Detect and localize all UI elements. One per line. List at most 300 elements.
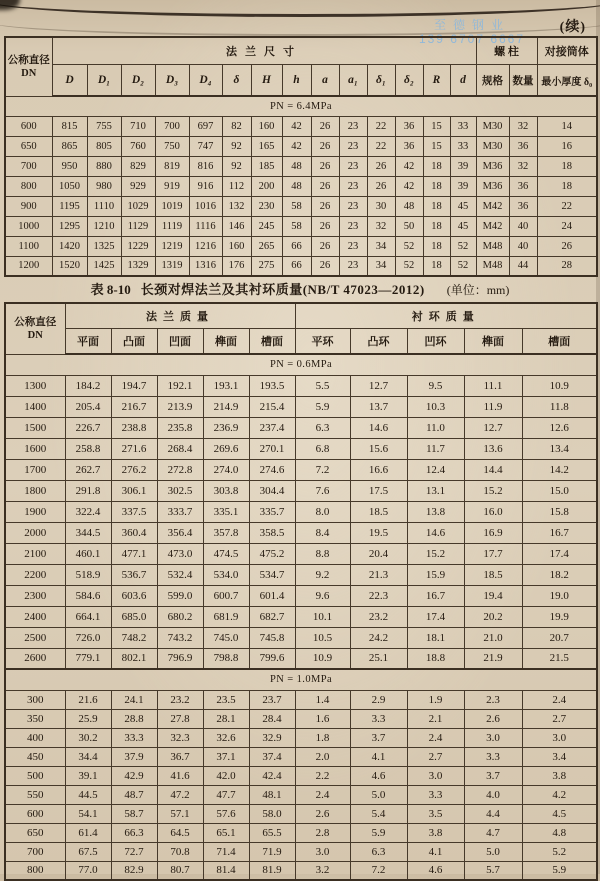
- table-row: [5, 417, 597, 438]
- value-cell: 226.7: [65, 417, 111, 438]
- dn-cell: 400: [5, 728, 65, 747]
- col-groove-face: 槽面: [249, 329, 295, 355]
- col-min-thickness: 最小厚度 δ₀: [537, 65, 597, 97]
- value-cell: 33: [450, 116, 476, 136]
- value-cell: 238.8: [111, 417, 157, 438]
- value-cell: 26: [311, 256, 339, 276]
- value-cell: 14.2: [522, 459, 597, 480]
- value-cell: 2.4: [522, 690, 597, 709]
- value-cell: 6.3: [295, 417, 350, 438]
- value-cell: 34: [367, 236, 395, 256]
- value-cell: 37.1: [203, 747, 249, 766]
- value-cell: 23: [339, 116, 367, 136]
- value-cell: 17.5: [350, 480, 407, 501]
- value-cell: 71.4: [203, 842, 249, 861]
- value-cell: 42.0: [203, 766, 249, 785]
- dn-label-cn: 公称直径: [7, 54, 50, 66]
- value-cell: 64.5: [157, 823, 203, 842]
- liner-mass-group-header: 衬环质量: [295, 303, 597, 329]
- value-cell: 5.9: [522, 861, 597, 880]
- value-cell: 15: [423, 116, 450, 136]
- flange-table-body: [5, 96, 597, 276]
- value-cell: 30.2: [65, 728, 111, 747]
- value-cell: 10.1: [295, 606, 350, 627]
- table-row: [5, 156, 597, 176]
- value-cell: 15.2: [407, 543, 464, 564]
- value-cell: 192.1: [157, 375, 203, 396]
- value-cell: 3.0: [522, 728, 597, 747]
- value-cell: 66: [282, 256, 311, 276]
- value-cell: 16.6: [350, 459, 407, 480]
- value-cell: 23.5: [203, 690, 249, 709]
- table-row: [5, 236, 597, 256]
- value-cell: 15.2: [464, 480, 522, 501]
- value-cell: 26: [311, 136, 339, 156]
- value-cell: 11.9: [464, 396, 522, 417]
- value-cell: 58: [282, 196, 311, 216]
- value-cell: 3.8: [407, 823, 464, 842]
- value-cell: M48: [476, 236, 509, 256]
- pn-section-label: PN = 0.6MPa: [5, 354, 597, 375]
- value-cell: 799.6: [249, 648, 295, 669]
- value-cell: 184.2: [65, 375, 111, 396]
- col-D2: D₂: [121, 65, 155, 97]
- col-female-face: 凹面: [157, 329, 203, 355]
- value-cell: 18: [423, 236, 450, 256]
- col-R: R: [423, 65, 450, 97]
- value-cell: 745.0: [203, 627, 249, 648]
- value-cell: 5.5: [295, 375, 350, 396]
- value-cell: 1.9: [407, 690, 464, 709]
- value-cell: 726.0: [65, 627, 111, 648]
- value-cell: 32.3: [157, 728, 203, 747]
- dn-cell: 700: [5, 156, 52, 176]
- value-cell: 10.9: [295, 648, 350, 669]
- value-cell: M42: [476, 196, 509, 216]
- scan-corner-smudge: [0, 0, 20, 10]
- value-cell: M30: [476, 136, 509, 156]
- value-cell: 39: [450, 156, 476, 176]
- value-cell: 750: [155, 136, 189, 156]
- value-cell: 3.4: [522, 747, 597, 766]
- value-cell: 36: [395, 116, 423, 136]
- value-cell: 7.6: [295, 480, 350, 501]
- value-cell: 23: [339, 236, 367, 256]
- value-cell: 268.4: [157, 438, 203, 459]
- value-cell: 19.0: [522, 585, 597, 606]
- value-cell: 146: [222, 216, 251, 236]
- table-row: [5, 396, 597, 417]
- value-cell: 18: [423, 156, 450, 176]
- value-cell: 205.4: [65, 396, 111, 417]
- value-cell: 41.6: [157, 766, 203, 785]
- table-row: [5, 585, 597, 606]
- value-cell: 1195: [52, 196, 87, 216]
- value-cell: 16.9: [464, 522, 522, 543]
- value-cell: 798.8: [203, 648, 249, 669]
- value-cell: 1019: [155, 196, 189, 216]
- value-cell: 18: [423, 176, 450, 196]
- col-D4: D₄: [189, 65, 222, 97]
- value-cell: 18: [423, 216, 450, 236]
- value-cell: 1319: [155, 256, 189, 276]
- value-cell: 473.0: [157, 543, 203, 564]
- value-cell: 44: [509, 256, 537, 276]
- value-cell: 2.8: [295, 823, 350, 842]
- value-cell: 302.5: [157, 480, 203, 501]
- dn-cell: 450: [5, 747, 65, 766]
- value-cell: 1210: [87, 216, 121, 236]
- table-row: [5, 116, 597, 136]
- value-cell: 48.1: [249, 785, 295, 804]
- value-cell: 25.1: [350, 648, 407, 669]
- value-cell: 950: [52, 156, 87, 176]
- value-cell: 5.2: [522, 842, 597, 861]
- value-cell: 23.2: [350, 606, 407, 627]
- value-cell: 18.2: [522, 564, 597, 585]
- value-cell: 21.5: [522, 648, 597, 669]
- table2-name: 长颈对焊法兰及其衬环质量(NB/T 47023—2012): [140, 282, 425, 297]
- value-cell: 919: [155, 176, 189, 196]
- value-cell: 34.4: [65, 747, 111, 766]
- value-cell: 37.4: [249, 747, 295, 766]
- table2-unit: (单位：mm): [446, 283, 510, 297]
- col-female-ring: 凹环: [407, 329, 464, 355]
- value-cell: 20.4: [350, 543, 407, 564]
- dn-cell: 2200: [5, 564, 65, 585]
- value-cell: 22.3: [350, 585, 407, 606]
- value-cell: 6.3: [350, 842, 407, 861]
- value-cell: 57.6: [203, 804, 249, 823]
- value-cell: 65.1: [203, 823, 249, 842]
- value-cell: 42: [282, 116, 311, 136]
- value-cell: 274.0: [203, 459, 249, 480]
- value-cell: 357.8: [203, 522, 249, 543]
- value-cell: 4.0: [464, 785, 522, 804]
- value-cell: 18.5: [464, 564, 522, 585]
- value-cell: 4.8: [522, 823, 597, 842]
- table-row: [5, 785, 597, 804]
- col-delta2: δ₂: [395, 65, 423, 97]
- value-cell: 52: [450, 236, 476, 256]
- value-cell: 14.6: [407, 522, 464, 543]
- value-cell: 3.0: [295, 842, 350, 861]
- table-row: [5, 606, 597, 627]
- value-cell: 15.0: [522, 480, 597, 501]
- value-cell: 92: [222, 136, 251, 156]
- value-cell: 1110: [87, 196, 121, 216]
- value-cell: 664.1: [65, 606, 111, 627]
- value-cell: 215.4: [249, 396, 295, 417]
- value-cell: 5.0: [350, 785, 407, 804]
- value-cell: 16.7: [407, 585, 464, 606]
- value-cell: 3.7: [350, 728, 407, 747]
- value-cell: 534.7: [249, 564, 295, 585]
- value-cell: 20.7: [522, 627, 597, 648]
- value-cell: 14.6: [350, 417, 407, 438]
- table-row: [5, 375, 597, 396]
- value-cell: 2.1: [407, 709, 464, 728]
- value-cell: 14: [537, 116, 597, 136]
- value-cell: 36: [509, 176, 537, 196]
- table-row: [5, 861, 597, 880]
- value-cell: 176: [222, 256, 251, 276]
- value-cell: 271.6: [111, 438, 157, 459]
- value-cell: 36: [509, 136, 537, 156]
- stud-group-header: 螺 柱: [476, 37, 537, 65]
- watermark-company: 至德钢业: [433, 18, 510, 32]
- value-cell: 805: [87, 136, 121, 156]
- value-cell: 685.0: [111, 606, 157, 627]
- value-cell: 58.7: [111, 804, 157, 823]
- flange-dimensions-table: [4, 36, 598, 277]
- dn-cell: 2100: [5, 543, 65, 564]
- value-cell: 5.9: [350, 823, 407, 842]
- dn-cell: 550: [5, 785, 65, 804]
- value-cell: 1316: [189, 256, 222, 276]
- value-cell: 796.9: [157, 648, 203, 669]
- value-cell: 48: [282, 156, 311, 176]
- value-cell: 16.7: [522, 522, 597, 543]
- value-cell: 4.5: [522, 804, 597, 823]
- col-raised-ring: 凸环: [350, 329, 407, 355]
- value-cell: 15: [423, 136, 450, 156]
- value-cell: 291.8: [65, 480, 111, 501]
- value-cell: 18: [423, 256, 450, 276]
- table-row: [5, 766, 597, 785]
- value-cell: 47.2: [157, 785, 203, 804]
- dn-cell: 500: [5, 766, 65, 785]
- dn-cell: 1300: [5, 375, 65, 396]
- dn-cell: 600: [5, 116, 52, 136]
- dn-label-cn: 公称直径: [14, 316, 57, 328]
- value-cell: 760: [121, 136, 155, 156]
- header-row-2: [5, 329, 597, 355]
- watermark-phone: 139 6707 6667: [418, 32, 526, 46]
- value-cell: 18: [423, 196, 450, 216]
- value-cell: 1219: [155, 236, 189, 256]
- value-cell: 28: [537, 256, 597, 276]
- value-cell: 1129: [121, 216, 155, 236]
- value-cell: 18.5: [350, 501, 407, 522]
- value-cell: 10.5: [295, 627, 350, 648]
- value-cell: 214.9: [203, 396, 249, 417]
- value-cell: 584.6: [65, 585, 111, 606]
- value-cell: 24.2: [350, 627, 407, 648]
- value-cell: 10.9: [522, 375, 597, 396]
- value-cell: 2.6: [295, 804, 350, 823]
- value-cell: 39: [450, 176, 476, 196]
- value-cell: 306.1: [111, 480, 157, 501]
- value-cell: 819: [155, 156, 189, 176]
- col-raised-face: 凸面: [111, 329, 157, 355]
- value-cell: 42.9: [111, 766, 157, 785]
- value-cell: 10.3: [407, 396, 464, 417]
- value-cell: 980: [87, 176, 121, 196]
- value-cell: 216.7: [111, 396, 157, 417]
- value-cell: 23: [339, 196, 367, 216]
- value-cell: 12.7: [350, 375, 407, 396]
- value-cell: 18.8: [407, 648, 464, 669]
- value-cell: 829: [121, 156, 155, 176]
- dn-cell: 1000: [5, 216, 52, 236]
- dn-label-en: DN: [27, 329, 43, 341]
- value-cell: 245: [251, 216, 282, 236]
- value-cell: 600.7: [203, 585, 249, 606]
- value-cell: 26: [311, 116, 339, 136]
- dn-cell: 1800: [5, 480, 65, 501]
- value-cell: 45: [450, 216, 476, 236]
- value-cell: 269.6: [203, 438, 249, 459]
- value-cell: 3.8: [522, 766, 597, 785]
- value-cell: 3.2: [295, 861, 350, 880]
- value-cell: 19.9: [522, 606, 597, 627]
- value-cell: 82.9: [111, 861, 157, 880]
- value-cell: 4.7: [464, 823, 522, 842]
- value-cell: 22: [367, 136, 395, 156]
- value-cell: 5.0: [464, 842, 522, 861]
- value-cell: 26: [311, 196, 339, 216]
- value-cell: 599.0: [157, 585, 203, 606]
- flange-dims-group-header: 法兰尺寸: [52, 37, 476, 65]
- col-delta1: δ₁: [367, 65, 395, 97]
- value-cell: 15.6: [350, 438, 407, 459]
- dn-label-en: DN: [21, 67, 37, 79]
- value-cell: 200: [251, 176, 282, 196]
- col-d: d: [450, 65, 476, 97]
- value-cell: 9.5: [407, 375, 464, 396]
- value-cell: 1329: [121, 256, 155, 276]
- mass-table: [4, 302, 598, 881]
- value-cell: 23: [339, 156, 367, 176]
- value-cell: 26: [311, 236, 339, 256]
- value-cell: 1425: [87, 256, 121, 276]
- value-cell: 33: [450, 136, 476, 156]
- pn-section-row: [5, 96, 597, 116]
- value-cell: 15.9: [407, 564, 464, 585]
- dn-cell: 2400: [5, 606, 65, 627]
- value-cell: 32.9: [249, 728, 295, 747]
- dn-cell: 2000: [5, 522, 65, 543]
- value-cell: 52: [450, 256, 476, 276]
- value-cell: 680.2: [157, 606, 203, 627]
- value-cell: 1420: [52, 236, 87, 256]
- table-row: [5, 196, 597, 216]
- value-cell: 21.9: [464, 648, 522, 669]
- col-tongue-ring: 榫面: [464, 329, 522, 355]
- value-cell: 5.7: [464, 861, 522, 880]
- value-cell: 32: [367, 216, 395, 236]
- value-cell: 601.4: [249, 585, 295, 606]
- value-cell: 1216: [189, 236, 222, 256]
- value-cell: 72.7: [111, 842, 157, 861]
- value-cell: 335.7: [249, 501, 295, 522]
- table-row: [5, 728, 597, 747]
- value-cell: M48: [476, 256, 509, 276]
- value-cell: 748.2: [111, 627, 157, 648]
- value-cell: 265: [251, 236, 282, 256]
- value-cell: 2.0: [295, 747, 350, 766]
- pn-section-row: [5, 669, 597, 690]
- value-cell: 4.1: [407, 842, 464, 861]
- value-cell: 333.7: [157, 501, 203, 522]
- table-row: [5, 176, 597, 196]
- value-cell: 4.4: [464, 804, 522, 823]
- value-cell: 82: [222, 116, 251, 136]
- value-cell: 276.2: [111, 459, 157, 480]
- value-cell: 48: [395, 196, 423, 216]
- value-cell: 40: [509, 216, 537, 236]
- value-cell: 3.0: [407, 766, 464, 785]
- col-a1: a₁: [339, 65, 367, 97]
- value-cell: 9.6: [295, 585, 350, 606]
- value-cell: 3.3: [407, 785, 464, 804]
- value-cell: 34: [367, 256, 395, 276]
- value-cell: 1116: [189, 216, 222, 236]
- col-tongue-face: 榫面: [203, 329, 249, 355]
- value-cell: 17.4: [407, 606, 464, 627]
- value-cell: 54.1: [65, 804, 111, 823]
- value-cell: 7.2: [350, 861, 407, 880]
- value-cell: 4.6: [407, 861, 464, 880]
- value-cell: 57.1: [157, 804, 203, 823]
- value-cell: 747: [189, 136, 222, 156]
- value-cell: 700: [155, 116, 189, 136]
- value-cell: 67.5: [65, 842, 111, 861]
- value-cell: 4.6: [350, 766, 407, 785]
- value-cell: 32: [509, 116, 537, 136]
- value-cell: 815: [52, 116, 87, 136]
- pn-section-label: PN = 6.4MPa: [5, 96, 597, 116]
- value-cell: 12.7: [464, 417, 522, 438]
- table-row: [5, 627, 597, 648]
- table-row: [5, 438, 597, 459]
- value-cell: 66.3: [111, 823, 157, 842]
- value-cell: 213.9: [157, 396, 203, 417]
- value-cell: 2.9: [350, 690, 407, 709]
- value-cell: 48: [282, 176, 311, 196]
- value-cell: 697: [189, 116, 222, 136]
- value-cell: 47.7: [203, 785, 249, 804]
- value-cell: 24.1: [111, 690, 157, 709]
- table-row: [5, 136, 597, 156]
- value-cell: 42: [395, 176, 423, 196]
- value-cell: 22: [537, 196, 597, 216]
- dn-column-header: [5, 37, 52, 96]
- value-cell: 1016: [189, 196, 222, 216]
- value-cell: 32.6: [203, 728, 249, 747]
- value-cell: 13.8: [407, 501, 464, 522]
- value-cell: 13.6: [464, 438, 522, 459]
- value-cell: 755: [87, 116, 121, 136]
- value-cell: 193.5: [249, 375, 295, 396]
- table-row: [5, 747, 597, 766]
- value-cell: 80.7: [157, 861, 203, 880]
- value-cell: 23: [339, 136, 367, 156]
- value-cell: 23: [339, 256, 367, 276]
- dn-cell: 1900: [5, 501, 65, 522]
- dn-column-header: [5, 303, 65, 354]
- value-cell: 344.5: [65, 522, 111, 543]
- value-cell: 460.1: [65, 543, 111, 564]
- col-stud-spec: 规格: [476, 65, 509, 97]
- value-cell: 303.8: [203, 480, 249, 501]
- table-row: [5, 543, 597, 564]
- value-cell: 237.4: [249, 417, 295, 438]
- value-cell: 24: [537, 216, 597, 236]
- value-cell: 21.3: [350, 564, 407, 585]
- value-cell: 28.4: [249, 709, 295, 728]
